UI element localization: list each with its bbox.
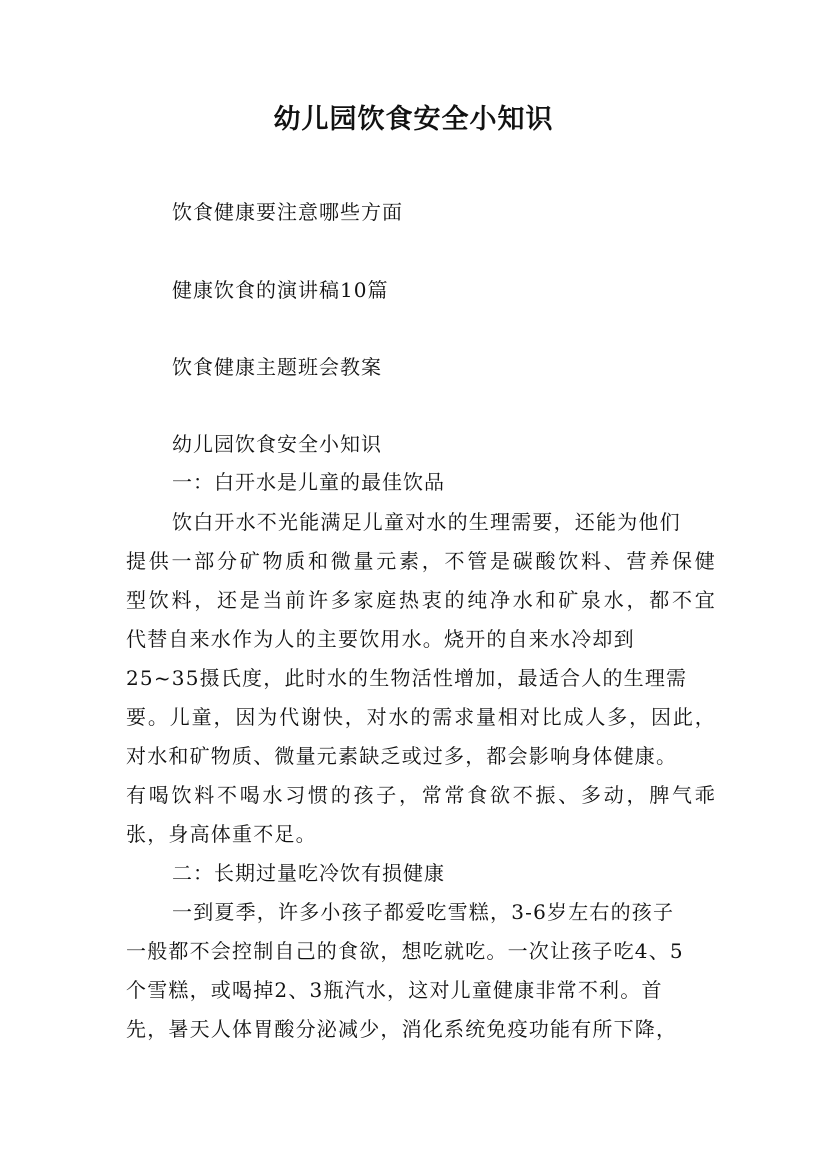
paragraph-line: 型饮料，还是当前许多家庭热衷的纯净水和矿泉水，都不宜: [126, 588, 716, 612]
document-title: 幼儿园饮食安全小知识: [273, 104, 554, 135]
related-link-2[interactable]: 健康饮食的演讲稿10篇: [172, 278, 389, 302]
heading-2: 二：长期过量吃冷饮有损健康: [172, 861, 445, 885]
related-link-1[interactable]: 饮食健康要注意哪些方面: [172, 200, 403, 224]
paragraph-line: 饮白开水不光能满足儿童对水的生理需要，还能为他们: [172, 510, 681, 534]
paragraph-line: 对水和矿物质、微量元素缺乏或过多，都会影响身体健康。: [126, 744, 678, 768]
paragraph-line: 张，身高体重不足。: [126, 822, 317, 846]
paragraph-line: 代替自来水作为人的主要饮用水。烧开的自来水冷却到: [126, 627, 635, 651]
paragraph-line: 一般都不会控制自己的食欲，想吃就吃。一次让孩子吃4、5: [126, 939, 684, 963]
paragraph-line: 25~35摄氏度，此时水的生物活性增加，最适合人的生理需: [126, 666, 688, 690]
paragraph-line: 有喝饮料不喝水习惯的孩子，常常食欲不振、多动，脾气乖: [126, 783, 716, 807]
paragraph-line: 提供一部分矿物质和微量元素，不管是碳酸饮料、营养保健: [126, 549, 716, 573]
related-link-3[interactable]: 饮食健康主题班会教案: [172, 355, 382, 379]
paragraph-line: 一到夏季，许多小孩子都爱吃雪糕，3-6岁左右的孩子: [172, 900, 675, 924]
section-heading: 幼儿园饮食安全小知识: [172, 432, 382, 456]
paragraph-line: 先，暑天人体胃酸分泌减少，消化系统免疫功能有所下降，: [126, 1017, 678, 1041]
paragraph-line: 个雪糕，或喝掉2、3瓶汽水，这对儿童健康非常不利。首: [126, 978, 663, 1002]
heading-1: 一：白开水是儿童的最佳饮品: [172, 470, 445, 494]
paragraph-line: 要。儿童，因为代谢快，对水的需求量相对比成人多，因此，: [126, 705, 716, 729]
